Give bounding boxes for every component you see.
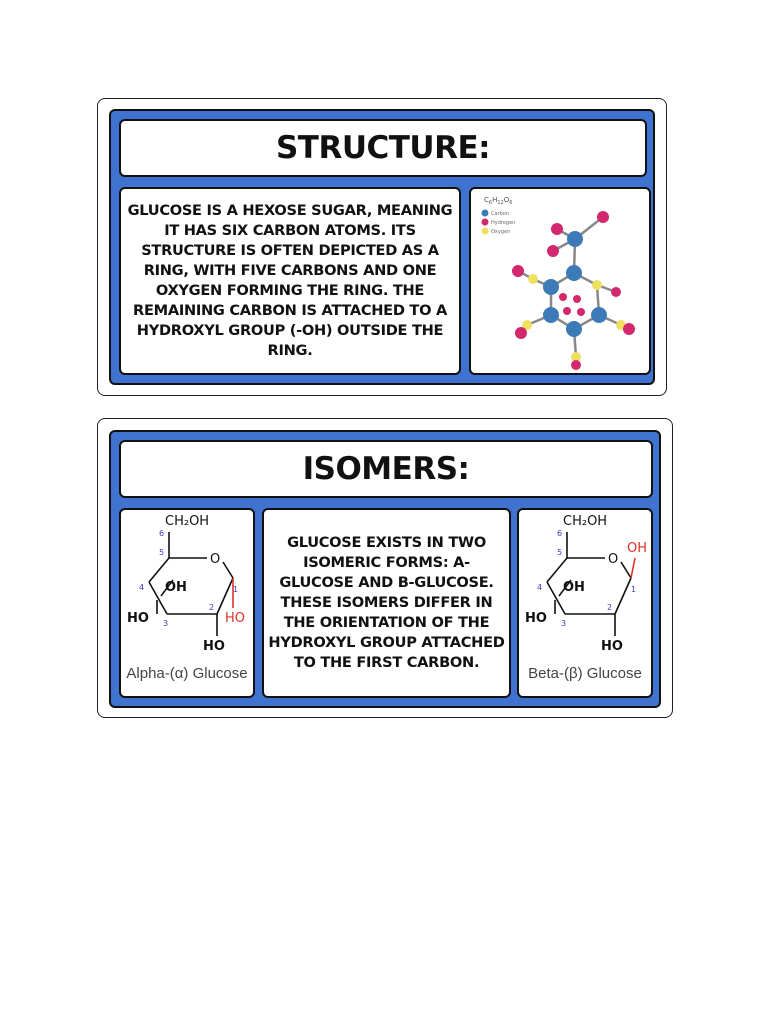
- beta-glucose-structure: [519, 510, 651, 670]
- alpha-ho-highlight-label: HO: [225, 611, 246, 626]
- isomers-description: GLUCOSE EXISTS IN TWO ISOMERIC FORMS: A-GLUCOSE AND B-GLUCOSE. THESE ISOMERS DIFFER IN THE ORIENTATION OF THE HYDROXYL GROUP ATTACHED TO THE FIRST CARBON.: [262, 508, 511, 698]
- alpha-glucose-caption: Alpha-(α) Glucose: [126, 665, 248, 682]
- beta-ho-bottom-label: HO: [601, 639, 623, 654]
- alpha-carbon-1-number: 1: [233, 585, 239, 594]
- isomers-card: [97, 418, 673, 718]
- model-atoms: [512, 211, 635, 370]
- beta-glucose-caption: Beta-(β) Glucose: [528, 665, 642, 682]
- beta-carbon-2-number: 2: [607, 603, 613, 612]
- structure-title: STRUCTURE:: [119, 119, 647, 177]
- alpha-glucose-box: [119, 508, 255, 698]
- model-legend: [482, 196, 516, 235]
- isomers-panel: [109, 430, 661, 708]
- legend-hydrogen: Hydrogen: [491, 220, 516, 226]
- structure-description: GLUCOSE IS A HEXOSE SUGAR, MEANING IT HAS SIX CARBON ATOMS. ITS STRUCTURE IS OFTEN DEPICTED AS A RING, WITH FIVE CARBONS AND ONE OXYGEN FORMING THE RING. THE REMAINING CARBON IS ATTACHED TO A HYDROXYL GROUP (-OH) OUTSIDE THE RING.: [119, 187, 461, 375]
- glucose-3d-model: [471, 189, 649, 373]
- beta-carbon-3-number: 3: [561, 619, 567, 628]
- beta-ring-oxygen: O: [608, 552, 619, 567]
- alpha-ring-oxygen: O: [210, 552, 221, 567]
- beta-oh-label: OH: [563, 580, 585, 595]
- glucose-3d-model-box: [469, 187, 651, 375]
- beta-carbon-4-number: 4: [537, 583, 543, 592]
- beta-oh-highlight-label: OH: [627, 541, 648, 556]
- alpha-ho-left-label: HO: [127, 611, 149, 626]
- alpha-glucose-structure: [121, 510, 253, 670]
- beta-carbon-1-number: 1: [631, 585, 637, 594]
- legend-carbon: Carbon: [491, 211, 510, 217]
- beta-ch2oh-label: CH₂OH: [563, 514, 608, 529]
- alpha-oh-label: OH: [165, 580, 187, 595]
- beta-glucose-box: [517, 508, 653, 698]
- beta-carbon-6-number: 6: [557, 529, 563, 538]
- beta-ho-left-label: HO: [525, 611, 547, 626]
- legend-oxygen: Oxygen: [491, 229, 511, 235]
- alpha-ho-bottom-label: HO: [203, 639, 225, 654]
- beta-carbon-5-number: 5: [557, 548, 563, 557]
- structure-card: [97, 98, 667, 396]
- alpha-carbon-6-number: 6: [159, 529, 165, 538]
- isomers-title: ISOMERS:: [119, 440, 653, 498]
- alpha-carbon-3-number: 3: [163, 619, 169, 628]
- alpha-carbon-4-number: 4: [139, 583, 145, 592]
- alpha-carbon-2-number: 2: [209, 603, 215, 612]
- alpha-ch2oh-label: CH₂OH: [165, 514, 210, 529]
- alpha-carbon-5-number: 5: [159, 548, 165, 557]
- formula-label: $C_6H_{12}O_6$: [484, 196, 513, 206]
- structure-panel: [109, 109, 655, 385]
